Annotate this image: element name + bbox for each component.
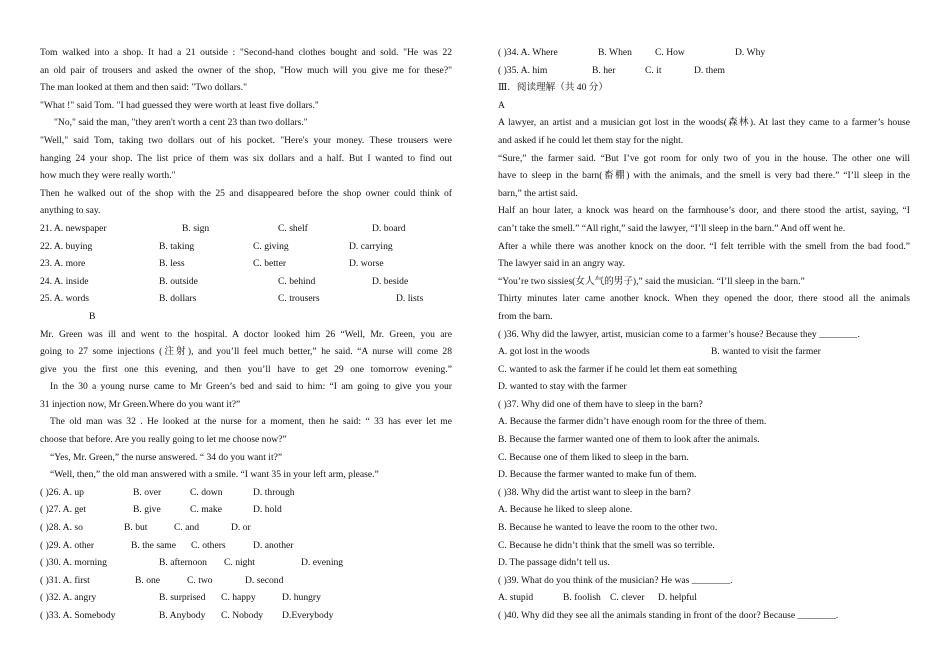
option: D. hold (253, 504, 282, 516)
passage-line: and asked if he could let them stay for the night. (498, 134, 684, 146)
option: D. wanted to stay with the farmer (498, 381, 627, 393)
part-label: A (498, 99, 505, 111)
option: B. over (133, 486, 162, 498)
question-38: ( )38. Why did the artist want to sleep in the barn? (498, 486, 691, 498)
option: C. better (253, 258, 287, 270)
option: B. When (598, 47, 632, 58)
question-37: ( )37. Why did one of them have to sleep in the barn? (498, 398, 703, 410)
passage-line: "Well," said Tom, taking two dollars out of his pocket. "Here's your money. These trousers were (40, 134, 452, 146)
option-row-24 (40, 273, 452, 291)
option-row-26 (40, 484, 452, 502)
option-row-27 (40, 501, 452, 519)
option: A. Because the farmer didn’t have enough room for the three of them. (498, 416, 767, 428)
option: B. give (133, 504, 161, 516)
questions (498, 326, 910, 625)
option: C. others (191, 539, 226, 551)
option: D. helpful (658, 592, 697, 604)
option: ( )26. A. up (40, 486, 84, 498)
option: D. second (245, 574, 284, 586)
section-b-label: B (89, 310, 96, 322)
option: C. Nobody (221, 610, 264, 621)
option: D. another (253, 539, 294, 551)
option: C. two (187, 574, 213, 586)
question-39: ( )39. What do you think of the musician? He was ________. (498, 574, 733, 586)
passage-line: Then he walked out of the shop with the 25 and disappeared before the shop owner could think of (40, 187, 452, 199)
passage-line: barn,” the artist said. (498, 187, 578, 199)
option-row-32 (40, 589, 452, 607)
option-row-33 (40, 607, 452, 625)
option: B. her (592, 64, 616, 76)
option: ( )28. A. so (40, 522, 83, 534)
option: ( )31. A. first (40, 574, 90, 586)
option: ( )34. A. Where (498, 47, 558, 58)
option: D. Why (735, 47, 766, 58)
option: D. evening (301, 557, 344, 569)
option: C. trousers (278, 293, 320, 305)
passage-b (40, 326, 452, 484)
option: C. and (174, 522, 200, 534)
passage-line: "What !" said Tom. "I had guessed they were worth at least five dollars." (40, 99, 319, 111)
passage-line: Tom walked into a shop. It had a 21 outside : "Second-hand clothes bought and sold. "He was 22 (40, 47, 452, 58)
passage-line: “You’re two sissies(女人气的男子),” said the musician. “I’ll sleep in the barn.” (498, 275, 805, 287)
option-row-30 (40, 554, 452, 572)
options-b (40, 484, 452, 625)
reading-passage (498, 114, 910, 325)
option: ( )35. A. him (498, 64, 548, 76)
passage-line: In the 30 a young nurse came to Mr Green’s bed and said to him: “I am going to give you your (50, 381, 452, 393)
option: D. or (231, 522, 251, 534)
passage-line: Half an hour later, a knock was heard on the farmhouse’s door, and there stood the artist, saying, “I (498, 205, 910, 217)
option: 25. A. words (40, 293, 90, 305)
passage-line: anything to say. (40, 205, 101, 217)
option: 22. A. buying (40, 240, 93, 252)
option-row-22 (40, 238, 452, 256)
passage-line: 31 injection now, Mr Green.Where do you want it?” (40, 398, 241, 410)
passage-line: how much they were really worth." (40, 170, 176, 182)
passage-line: Mr. Green was ill and went to the hospital. A doctor looked him 26 “Well, Mr. Green, you are (40, 328, 452, 340)
option: C. happy (221, 592, 256, 604)
options-a (40, 220, 452, 308)
option: B. taking (159, 240, 195, 252)
option: B. but (124, 522, 148, 534)
passage-line: “Well, then,” the old man answered with a smile. “I want 35 in your left arm, please.” (50, 469, 379, 481)
option-row-31 (40, 572, 452, 590)
option: ( )29. A. other (40, 539, 95, 551)
option-row-28 (40, 519, 452, 537)
option: B. less (159, 258, 185, 270)
option: D. them (694, 64, 725, 76)
option: C. Because one of them liked to sleep in the barn. (498, 451, 689, 463)
passage-line: A lawyer, an artist and a musician got lost in the woods(森林). At last they came to a farmer’s house (498, 117, 910, 129)
option: ( )33. A. Somebody (40, 610, 116, 621)
passage-line: Thirty minutes later came another knock. When they opened the door, there stood all the animals (498, 293, 910, 305)
option: C. behind (278, 275, 316, 287)
option: B. afternoon (159, 557, 207, 569)
question-40: ( )40. Why did they see all the animals standing in front of the door? Because ________. (498, 610, 839, 621)
options-top (498, 44, 910, 79)
passage-line: The man looked at them and then said: "Two dollars." (40, 82, 247, 94)
option: C. Because he didn’t think that the smell was so terrible. (498, 539, 715, 551)
passage-line: give you the first one this evening, and then you’ll have to get 29 one tomorrow evening.” (40, 363, 452, 375)
option: 23. A. more (40, 258, 86, 270)
option: B. sign (182, 222, 210, 234)
option: A. stupid (498, 592, 534, 604)
question-36-options-ab (498, 343, 910, 361)
option: B. wanted to visit the farmer (711, 346, 821, 358)
option: D. board (372, 222, 406, 234)
passage-line: can’t take the smell.” “All right,” said the lawyer, “I’ll sleep in the barn.” And off went he. (498, 222, 846, 234)
option: C. giving (253, 240, 289, 252)
passage-line: The lawyer said in an angry way. (498, 258, 625, 270)
option: C. night (224, 557, 255, 569)
option: ( )30. A. morning (40, 557, 107, 569)
option: C. wanted to ask the farmer if he could let them eat something (498, 363, 737, 375)
passage-line: from the barn. (498, 310, 553, 322)
option: D. worse (349, 258, 384, 270)
section-title: Ⅲ．阅读理解（共 40 分） (498, 82, 608, 94)
option: B. outside (159, 275, 198, 287)
passage-line: “Sure,” the farmer said. “But I’ve got room for only two of you in the house. The other one will (498, 152, 910, 164)
option: B. foolish (563, 592, 601, 604)
option: ( )32. A. angry (40, 592, 97, 604)
passage-line: After a while there was another knock on the door. “I felt terrible with the smell from the bad food.” (498, 240, 910, 252)
option: A. Because he liked to sleep alone. (498, 504, 633, 516)
option: C. shelf (278, 222, 308, 234)
passage-line: hanging 24 your shop. The list price of them was six dollars and a half. But I wanted to find out (40, 152, 452, 164)
passage-line: choose that before. Are you really going to let me choose now?” (40, 434, 287, 446)
passage-line: an old pair of trousers and asked the owner of the shop, "How much will you give me for these?" (40, 64, 452, 76)
option: B. Because the farmer wanted one of them to look after the animals. (498, 434, 760, 446)
option-row-34 (498, 44, 910, 62)
option: D. Because the farmer wanted to make fun of them. (498, 469, 697, 481)
option: D.Everybody (282, 610, 334, 621)
passage-line: “Yes, Mr. Green,” the nurse answered. “ 34 do you want it?” (50, 451, 283, 463)
question-39-options (498, 589, 910, 607)
option: C. down (190, 486, 223, 498)
option: B. surprised (159, 592, 206, 604)
option: C. How (655, 47, 685, 58)
passage-line: The old man was 32 . He looked at the nurse for a moment, then he said: “ 33 has ever let me (50, 416, 452, 428)
option: D. through (253, 486, 295, 498)
question-36: ( )36. Why did the lawyer, artist, musician come to a farmer’s house? Because they ________. (498, 328, 860, 340)
option-row-29 (40, 537, 452, 555)
option: D. The passage didn’t tell us. (498, 557, 610, 569)
option-row-25 (40, 290, 452, 308)
left-column (40, 44, 452, 625)
option: 21. A. newspaper (40, 222, 107, 234)
option-row-35 (498, 62, 910, 80)
option: D. beside (372, 275, 409, 287)
option: D. hungry (282, 592, 321, 604)
passage-a (40, 44, 452, 220)
option-row-21 (40, 220, 452, 238)
option: D. lists (396, 293, 424, 305)
option: B. Because he wanted to leave the room to the other two. (498, 522, 718, 534)
option: ( )27. A. get (40, 504, 87, 516)
option: C. make (190, 504, 222, 516)
option: C. it (645, 64, 662, 76)
passage-line: going to 27 some injections (注射), and you’ll feel much better,” he said. “A nurse will come 28 (40, 346, 452, 358)
passage-line: have to sleep in the barn(畜棚) with the animals, and the smell is very bad there.” “I’ll sleep in the (498, 170, 910, 182)
passage-line: "No," said the man, "they aren't worth a cent 23 than two dollars." (54, 117, 308, 129)
option: A. got lost in the woods (498, 346, 590, 358)
option: B. the same (131, 539, 177, 551)
option: 24. A. inside (40, 275, 89, 287)
right-column (498, 44, 910, 625)
option: D. carrying (349, 240, 393, 252)
option: B. one (135, 574, 161, 586)
option: B. Anybody (159, 610, 206, 621)
option: C. clever (610, 592, 645, 604)
option: B. dollars (159, 293, 197, 305)
option-row-23 (40, 255, 452, 273)
